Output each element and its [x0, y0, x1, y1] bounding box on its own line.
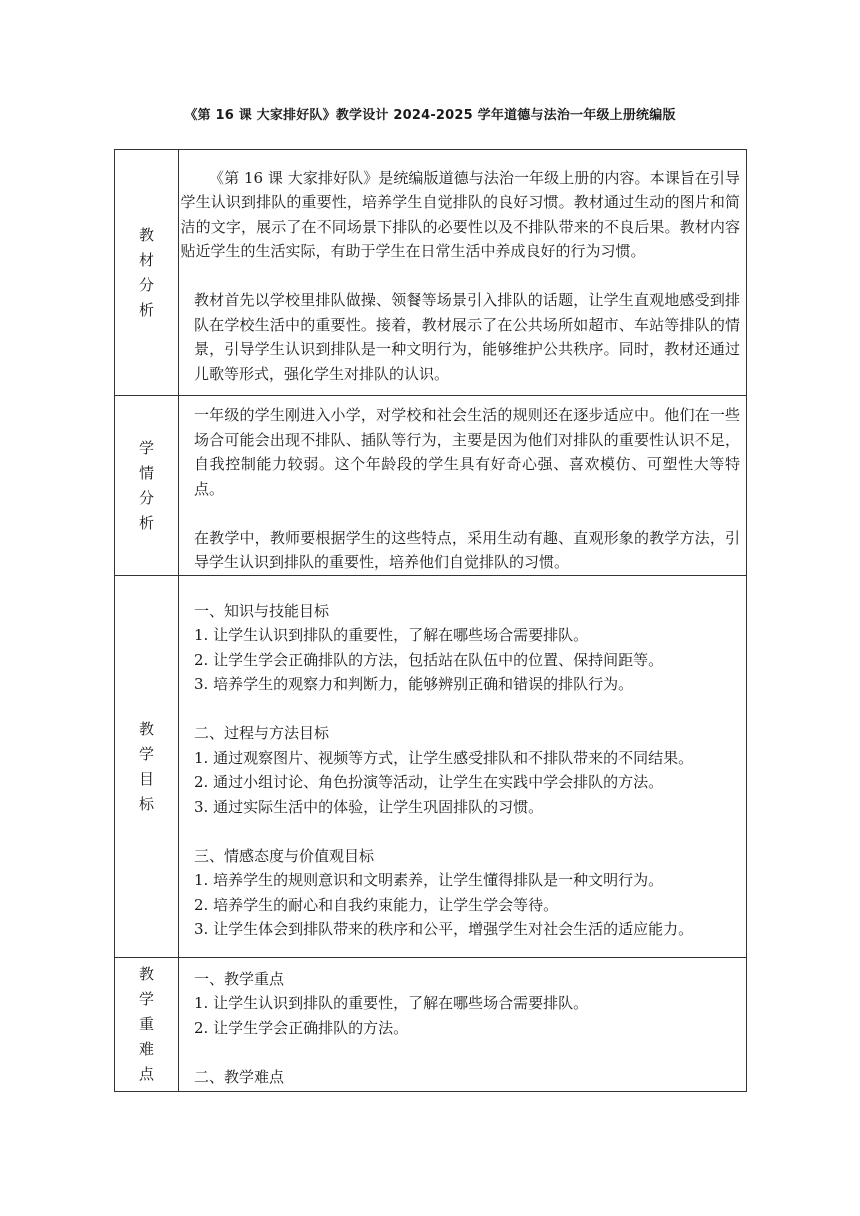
list-item: 2. 让学生学会正确排队的方法。	[194, 1018, 409, 1037]
section-heading: 一、教学重点	[194, 969, 285, 988]
row-label-key-points	[115, 958, 179, 1092]
label-char: 教	[138, 225, 154, 244]
row-content-student-analysis	[179, 396, 747, 576]
paragraph: 一年级的学生刚进入小学，对学校和社会生活的规则还在逐步适应中。他们在一些场合可能会出现不排队、插队等行为，主要是因为他们对排队的重要性认识不足，自我控制能力较弱。这个年龄段的学生具有好奇心强、喜欢模仿、可塑性大等特点。	[194, 406, 740, 498]
row-label-textbook-analysis	[115, 150, 179, 396]
row-content-teaching-goals	[179, 576, 747, 958]
list-item: 1. 让学生认识到排队的重要性，了解在哪些场合需要排队。	[194, 994, 589, 1013]
label-char: 教	[138, 719, 154, 738]
label-char: 学	[138, 438, 154, 457]
row-content-key-points	[179, 958, 747, 1092]
list-item: 1. 培养学生的规则意识和文明素养，让学生懂得排队是一种文明行为。	[194, 871, 664, 889]
table-row	[115, 396, 747, 576]
label-char: 重	[138, 1015, 154, 1033]
list-item: 1. 通过观察图片、视频等方式，让学生感受排队和不排队带来的不同结果。	[194, 748, 694, 767]
paragraph: 教材首先以学校里排队做操、领餐等场景引入排队的话题，让学生直观地感受到排队在学校生活中的重要性。接着，教材展示了在公共场所如超市、车站等排队的情景，引导学生认识到排队是一种文明行为，能够维护公共秩序。同时，教材还通过儿歌等形式，强化学生对排队的认识。	[194, 291, 740, 383]
label-char: 目	[138, 769, 154, 788]
list-item: 3. 通过实际生活中的体验，让学生巩固排队的习惯。	[194, 797, 544, 816]
label-char: 分	[138, 488, 154, 507]
list-item: 2. 培养学生的耐心和自我约束能力，让学生学会等待。	[194, 895, 559, 914]
label-char: 教	[138, 965, 154, 983]
label-char: 点	[138, 1065, 154, 1083]
list-item: 2. 让学生学会正确排队的方法，包括站在队伍中的位置、保持间距等。	[194, 650, 664, 669]
label-char: 材	[138, 250, 154, 269]
row-label-student-analysis	[115, 396, 179, 576]
label-char: 学	[138, 990, 154, 1008]
label-char: 情	[138, 463, 154, 482]
table-row	[115, 150, 747, 396]
document-title: 《第 16 课 大家排好队》教学设计 2024-2025 学年道德与法治一年级上册统编版	[184, 108, 676, 123]
paragraph: 在教学中，教师要根据学生的这些特点，采用生动有趣、直观形象的教学方法，引导学生认识到排队的重要性，培养他们自觉排队的习惯。	[194, 528, 740, 572]
section-heading: 三、情感态度与价值观目标	[194, 846, 375, 865]
row-label-teaching-goals	[115, 576, 179, 958]
list-item: 1. 让学生认识到排队的重要性，了解在哪些场合需要排队。	[194, 626, 589, 644]
label-char: 分	[138, 275, 154, 294]
table-row	[115, 958, 747, 1092]
table-row	[115, 576, 747, 958]
list-item: 3. 培养学生的观察力和判断力，能够辨别正确和错误的排队行为。	[194, 675, 634, 693]
section-heading: 二、教学难点	[194, 1067, 285, 1086]
label-char: 析	[138, 513, 154, 532]
section-heading: 二、过程与方法目标	[194, 724, 330, 742]
section-heading: 一、知识与技能目标	[194, 601, 330, 620]
label-char: 析	[138, 300, 154, 319]
label-char: 学	[138, 744, 154, 763]
label-char: 标	[138, 794, 154, 813]
label-char: 难	[138, 1040, 154, 1058]
list-item: 3. 让学生体会到排队带来的秩序和公平，增强学生对社会生活的适应能力。	[194, 920, 694, 938]
lesson-design-table	[114, 149, 747, 1092]
row-content-textbook-analysis	[179, 150, 747, 396]
paragraph: 《第 16 课 大家排好队》是统编版道德与法治一年级上册的内容。本课旨在引导学生认识到排队的重要性，培养学生自觉排队的良好习惯。教材通过生动的图片和简洁的文字，展示了在不同场景下排队的必要性以及不排队带来的不良后果。教材内容贴近学生的生活实际，有助于学生在日常生活中养成良好的行为习惯。	[180, 168, 740, 261]
list-item: 2. 通过小组讨论、角色扮演等活动，让学生在实践中学会排队的方法。	[194, 773, 664, 791]
